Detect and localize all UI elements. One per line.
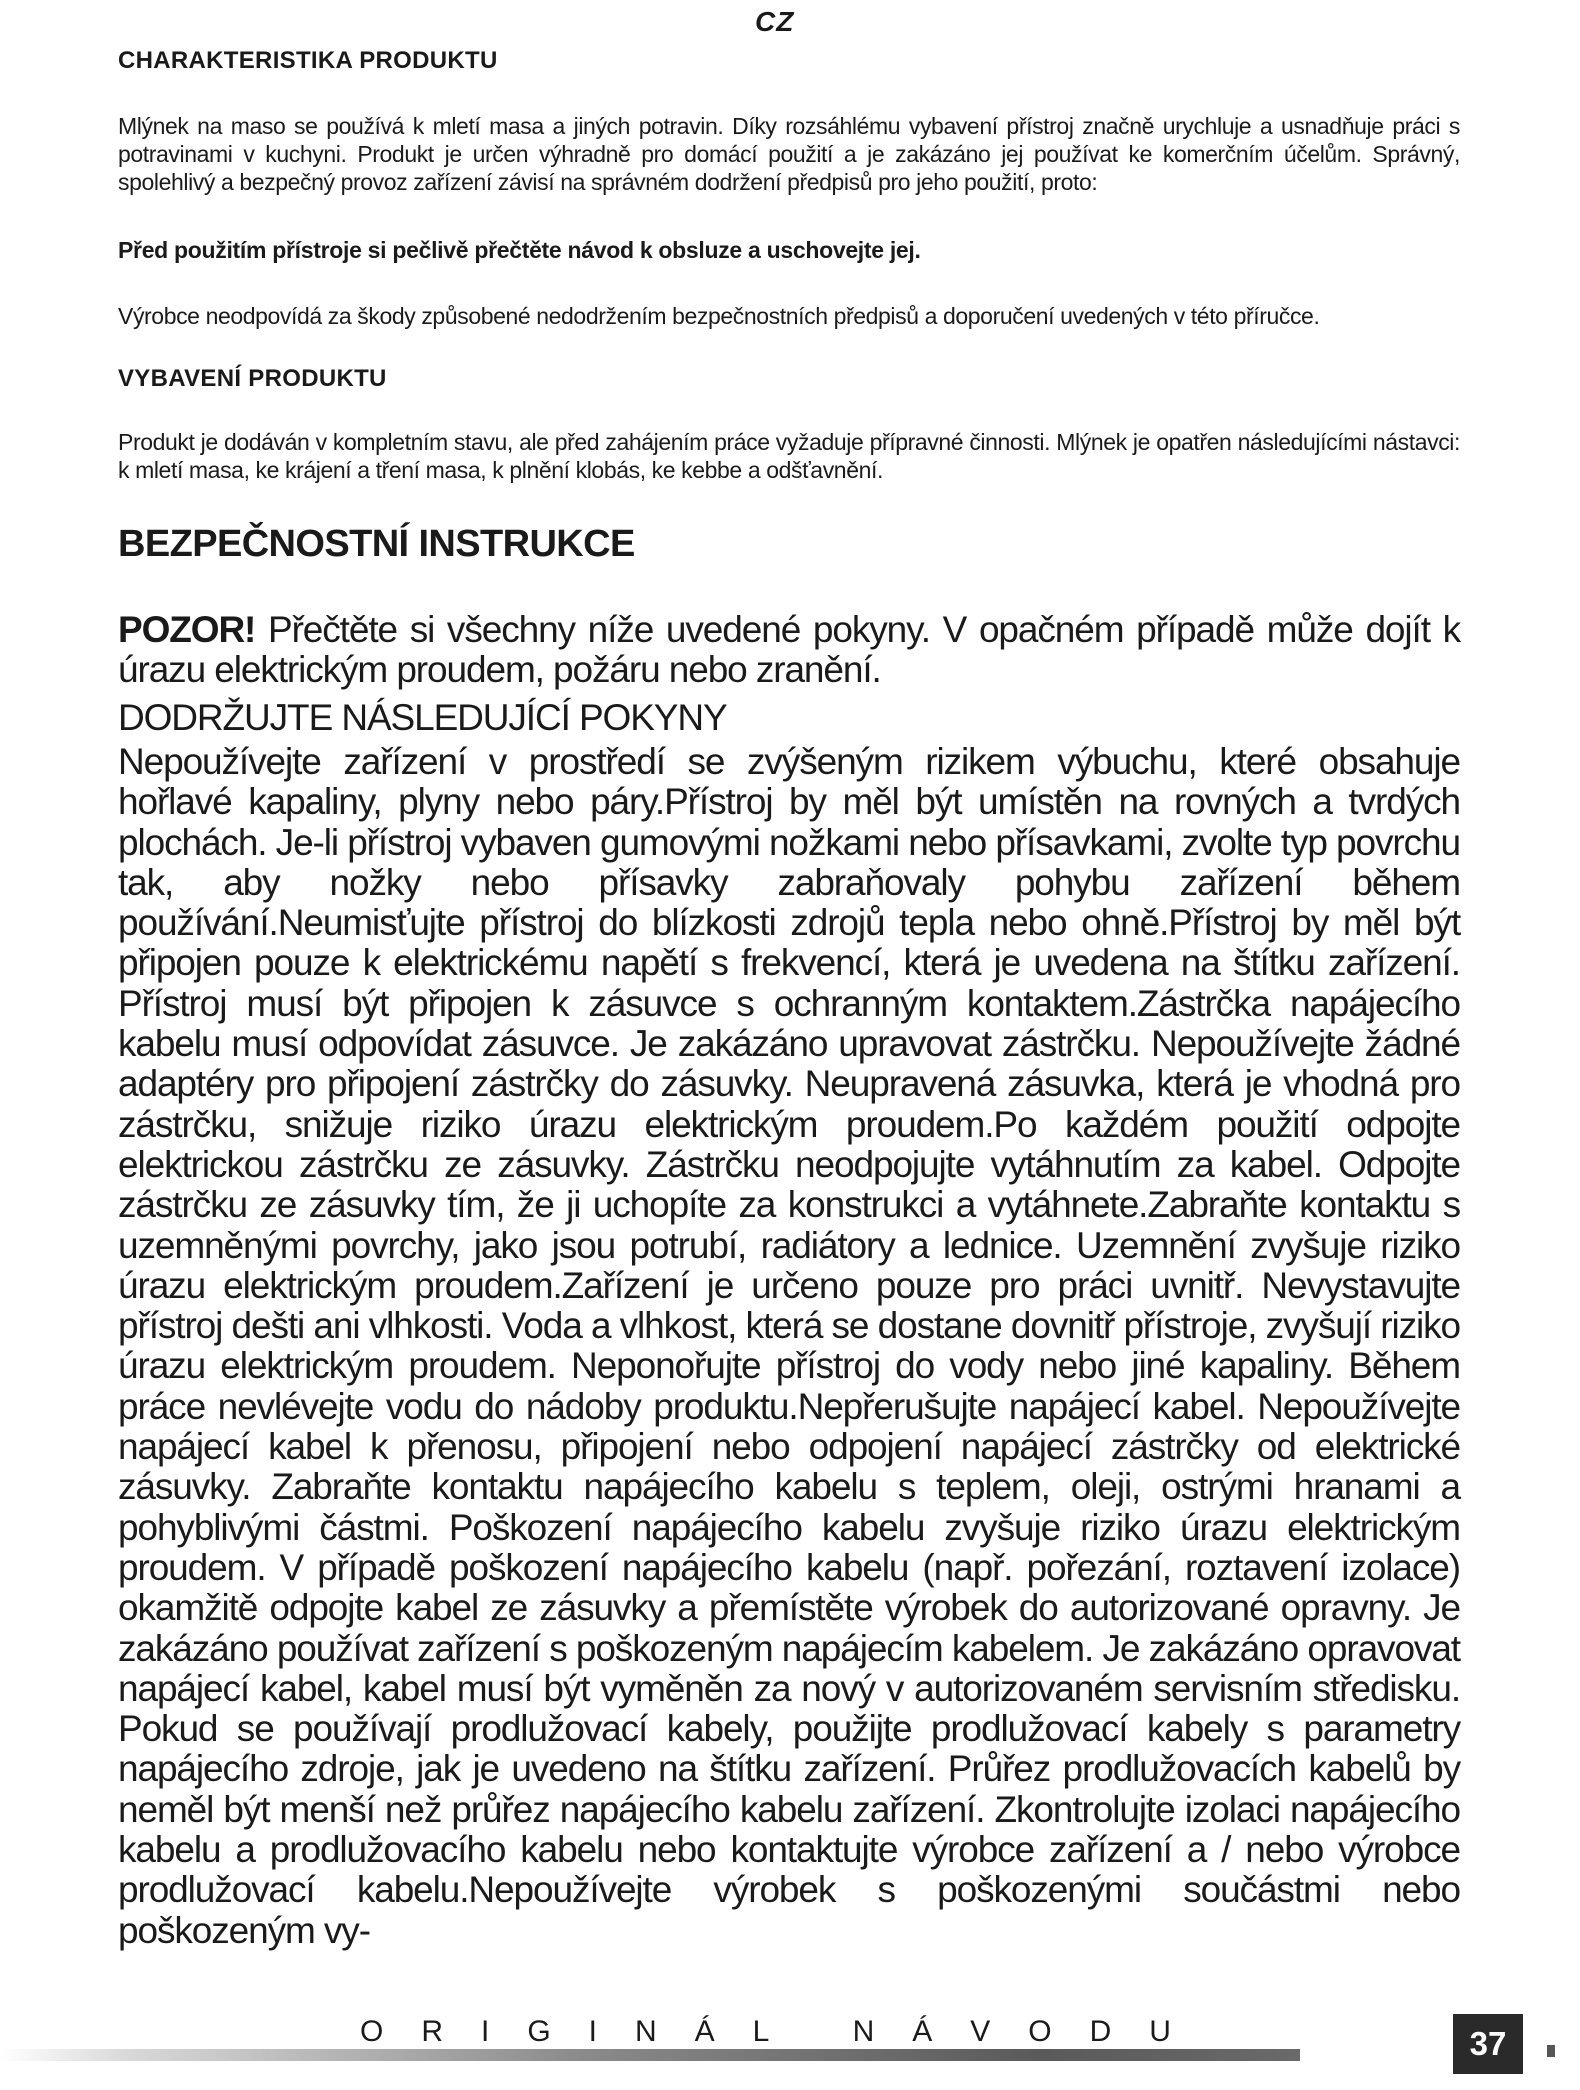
product-equipment-text: Produkt je dodáván v kompletním stavu, ale před zahájením práce vyžaduje přípravné činnosti. Mlýnek je opatřen následujícími nástavci: k mletí masa, ke krájení a tření masa, k plnění klobás, ke kebbe a odšťavnění. — [118, 429, 1460, 483]
footer-rule — [0, 2049, 1300, 2061]
read-manual-warning: Před použitím přístroje si pečlivě přečtěte návod k obsluze a uschovejte jej. — [118, 237, 921, 263]
warning-label: POZOR! — [118, 609, 256, 650]
safety-warning-paragraph — [118, 610, 1460, 691]
page-number: 37 — [1453, 2014, 1523, 2074]
product-equipment-heading: VYBAVENÍ PRODUKTU — [118, 365, 387, 392]
edge-mark — [1547, 2045, 1555, 2057]
product-characteristics-text: Mlýnek na maso se používá k mletí masa a jiných potravin. Díky rozsáhlému vybavení přístroj značně urychluje a usnadňuje práci s potravinami v kuchyni. Produkt je určen výhradně pro domácí použití a je zakázáno jej používat ke komerčním účelům. Správný, spolehlivý a bezpečný provoz zařízení závisí na správném dodržení předpisů pro jeho použití, proto: — [118, 113, 1460, 195]
safety-instructions-heading: BEZPEČNOSTNÍ INSTRUKCE — [118, 523, 635, 565]
footer-original-manual: ORIGINÁL NÁVODU — [360, 2015, 1209, 2048]
liability-note: Výrobce neodpovídá za škody způsobené nedodržením bezpečnostních předpisů a doporučení uvedených v této příručce. — [118, 303, 1320, 329]
safety-body-text: Nepoužívejte zařízení v prostředí se zvýšeným rizikem výbuchu, které obsahuje hořlavé kapaliny, plyny nebo páry.Přístroj by měl být umístěn na rovných a tvrdých plochách. Je-li přístroj vybaven gumovými nožkami nebo přísavkami, zvolte typ povrchu tak, aby nožky nebo přísavky zabraňovaly pohybu zařízení během používání.Neumisťujte přístroj do blízkosti zdrojů tepla nebo ohně.Přístroj by měl být připojen pouze k elektrickému napětí s frekvencí, která je uvedena na štítku zařízení. Přístroj musí být připojen k zásuvce s ochranným kontaktem.Zástrčka napájecího kabelu musí odpovídat zásuvce. Je zakázáno upravovat zástrčku. Nepoužívejte žádné adaptéry pro připojení zástrčky do zásuvky. Neupravená zásuvka, která je vhodná pro zástrčku, snižuje riziko úrazu elektrickým proudem.Po každém použití odpojte elektrickou zástrčku ze zásuvky. Zástrčku neodpojujte vytáhnutím za kabel. Odpojte zástrčku ze zásuvky tím, že ji uchopíte za konstrukci a vytáhnete.Zabraňte kontaktu s uzemněnými povrchy, jako jsou potrubí, radiátory a lednice. Uzemnění zvyšuje riziko úrazu elektrickým proudem.Zařízení je určeno pouze pro práci uvnitř. Nevystavujte přístroj dešti ani vlhkosti. Voda a vlhkost, která se dostane dovnitř přístroje, zvyšují riziko úrazu elektrickým proudem. Neponořujte přístroj do vody nebo jiné kapaliny. Během práce nevlévejte vodu do nádoby produktu.Nepřerušujte napájecí kabel. Nepoužívejte napájecí kabel k přenosu, připojení nebo odpojení napájecí zástrčky od elektrické zásuvky. Zabraňte kontaktu napájecího kabelu s teplem, oleji, ostrými hranami a pohyblivými částmi. Poškození napájecího kabelu zvyšuje riziko úrazu elektrickým proudem. V případě poškození napájecího kabelu (např. pořezání, roztavení izolace) okamžitě odpojte kabel ze zásuvky a přemístěte výrobek do autorizované opravny. Je zakázáno používat zařízení s poškozeným napájecím kabelem. Je zakázáno opravovat napájecí kabel, kabel musí být vyměněn za nový v autorizovaném servisním středisku. Pokud se používají prodlužovací kabely, použijte prodlužovací kabely s parametry napájecího zdroje, jak je uvedeno na štítku zařízení. Průřez prodlužovacích kabelů by neměl být menší než průřez napájecího kabelu zařízení. Zkontrolujte izolaci napájecího kabelu a prodlužovacího kabelu nebo kontaktujte výrobce zařízení a / nebo výrobce prodlužovací kabelu.Nepoužívejte výrobek s poškozenými součástmi nebo poškozeným vy- — [118, 741, 1460, 1951]
language-code: CZ — [755, 6, 795, 37]
safety-subheading: DODRŽUJTE NÁSLEDUJÍCÍ POKYNY — [118, 697, 727, 738]
product-characteristics-heading: CHARAKTERISTIKA PRODUKTU — [118, 47, 498, 74]
warning-text: Přečtěte si všechny níže uvedené pokyny. V opačném případě může dojít k úrazu elektrickým proudem, požáru nebo zranění. — [118, 609, 1460, 691]
